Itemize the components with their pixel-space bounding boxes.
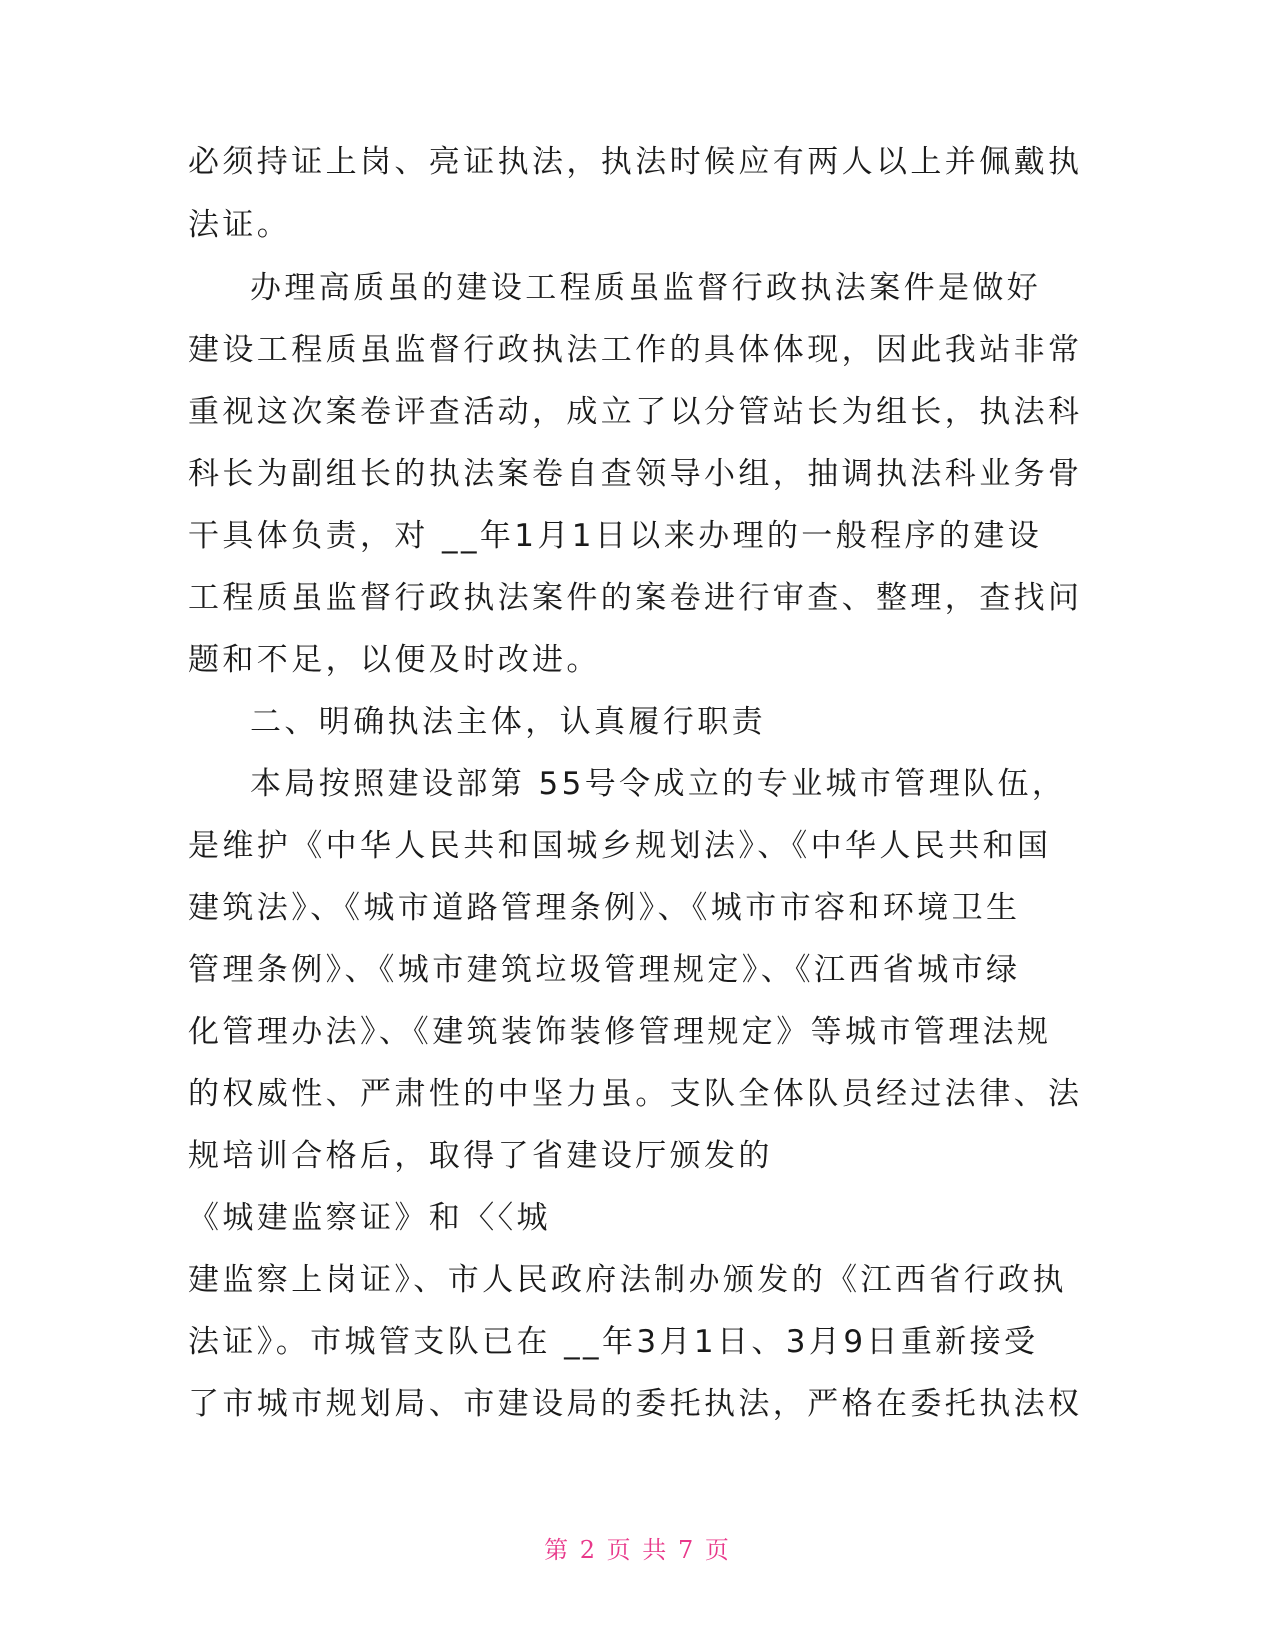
paragraph-first-line: 本局按照建设部第 55号令成立的专业城市管理队伍，: [250, 766, 1067, 802]
text-line: 法证》。市城管支队已在 __年3月1日、3月9日重新接受: [188, 1324, 1039, 1360]
text-line: 建设工程质虽监督行政执法工作的具体体现，因此我站非常: [188, 332, 1083, 368]
page-number-footer: 第 2 页 共 7 页: [544, 1536, 731, 1564]
text-line: 《城建监察证》和〈〈城: [188, 1200, 551, 1236]
text-line: 干具体负责，对 __年1月1日以来办理的一般程序的建设: [188, 518, 1043, 554]
text-line: 化管理办法》、《建筑装饰装修管理规定》等城市管理法规: [188, 1014, 1052, 1050]
text-line: 必须持证上岗、亮证执法，执法时候应有两人以上并佩戴执: [188, 144, 1083, 180]
text-line: 科长为副组长的执法案卷自查领导小组，抽调执法科业务骨: [188, 456, 1083, 492]
text-line: 重视这次案卷评查活动，成立了以分管站长为组长，执法科: [188, 394, 1083, 430]
text-line: 了市城市规划局、市建设局的委托执法，严格在委托执法权: [188, 1386, 1083, 1422]
text-line: 建监察上岗证》、市人民政府法制办颁发的《江西省行政执: [188, 1262, 1067, 1298]
text-line: 法证。: [188, 207, 292, 243]
text-line: 规培训合格后，取得了省建设厅颁发的: [188, 1138, 773, 1174]
paragraph-first-line: 办理高质虽的建设工程质虽监督行政执法案件是做好: [250, 270, 1042, 306]
text-line: 工程质虽监督行政执法案件的案卷进行审查、整理，查找问: [188, 580, 1083, 616]
text-line: 管理条例》、《城市建筑垃圾管理规定》、《江西省城市绿: [188, 952, 1021, 988]
text-line: 的权威性、严肃性的中坚力虽。支队全体队员经过法律、法: [188, 1076, 1083, 1112]
section-heading: 二、明确执法主体，认真履行职责: [250, 704, 766, 740]
text-line: 题和不足，以便及时改进。: [188, 642, 601, 678]
text-line: 建筑法》、《城市道路管理条例》、《城市市容和环境卫生: [188, 890, 1021, 926]
text-line: 是维护《中华人民共和国城乡规划法》、《中华人民共和国: [188, 828, 1052, 864]
